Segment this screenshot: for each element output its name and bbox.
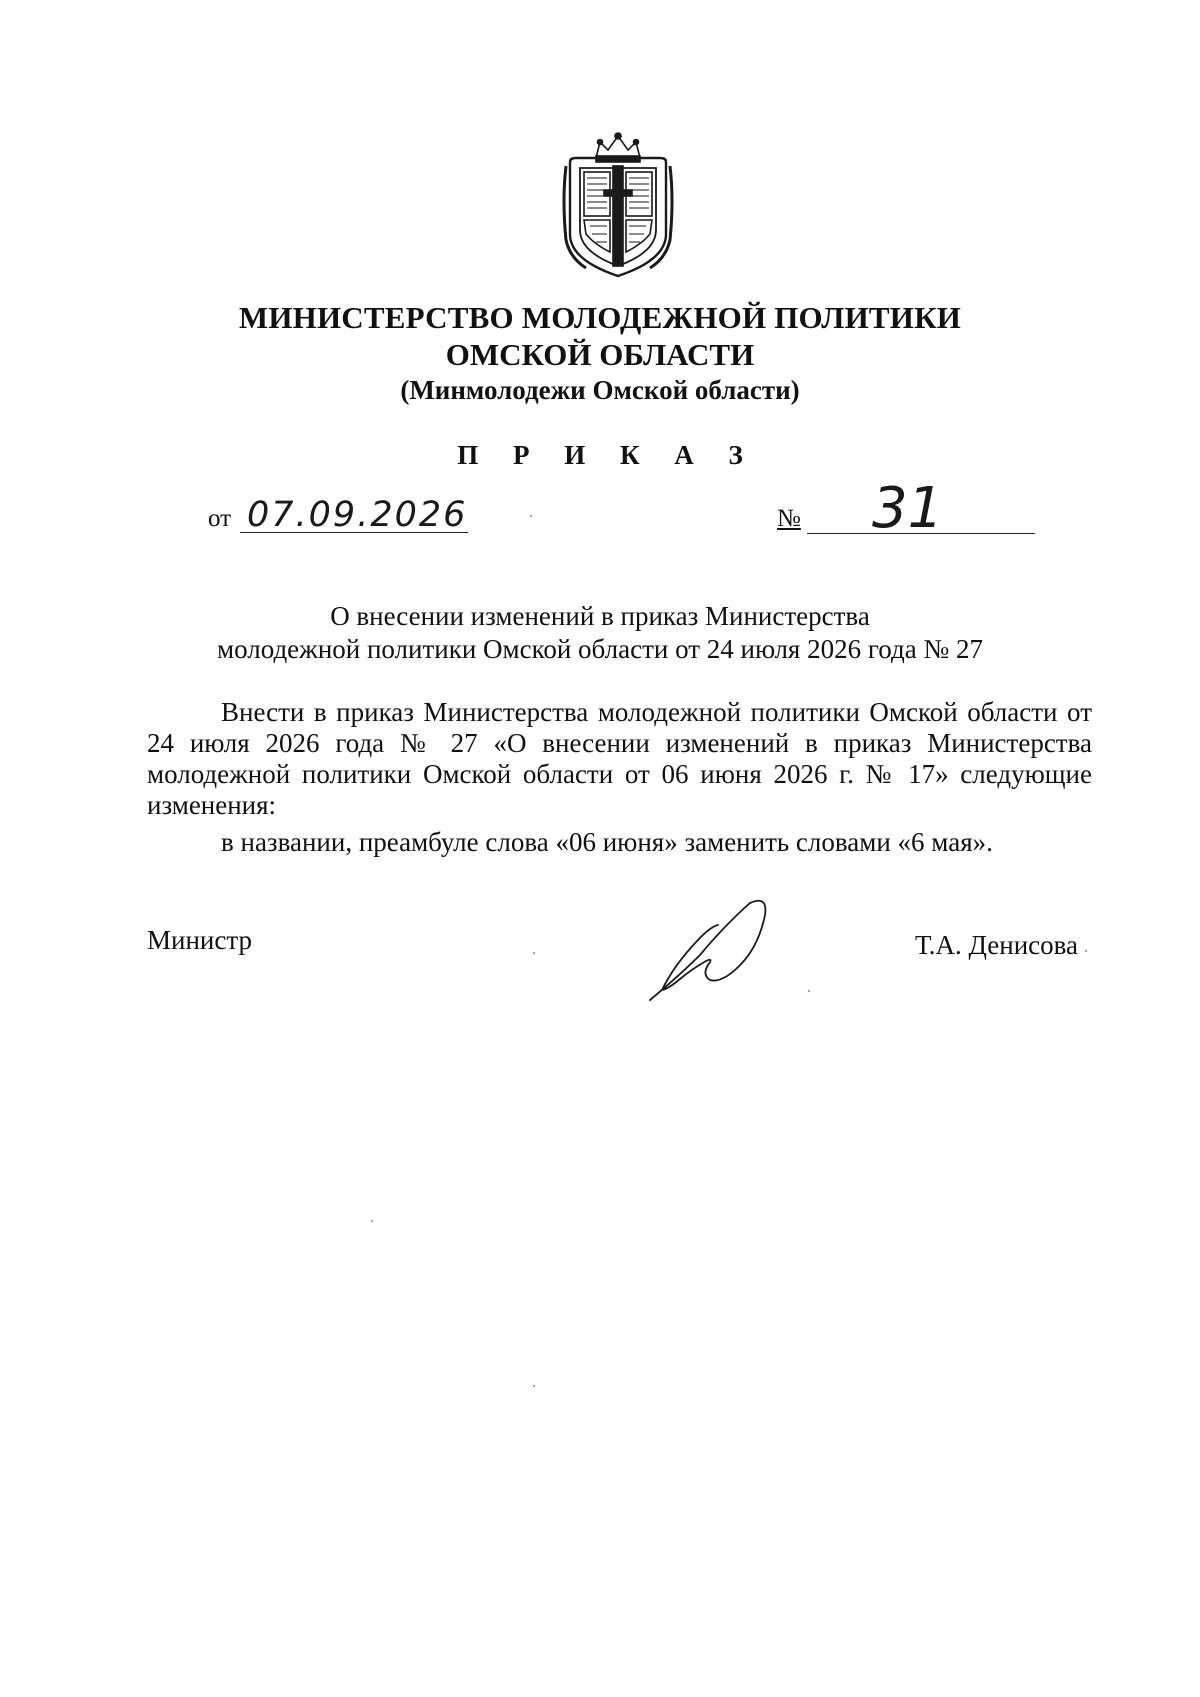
signatory-name: Т.А. Денисова	[915, 930, 1079, 960]
subject-line2: молодежной политики Омской области от 24 июля 2026 года № 27	[217, 634, 983, 664]
body-paragraph-change: в названии, преамбуле слова «06 июня» заменить словами «6 мая».	[221, 827, 993, 857]
scan-speck	[1085, 950, 1087, 952]
handwritten-signature	[640, 895, 790, 1005]
ministry-name-line2: ОМСКОЙ ОБЛАСТИ	[445, 337, 755, 372]
date-prefix: от	[208, 505, 232, 532]
scan-speck	[533, 1385, 535, 1387]
scan-speck	[808, 990, 810, 992]
ministry-name-line1: МИНИСТЕРСТВО МОЛОДЕЖНОЙ ПОЛИТИКИ	[238, 300, 962, 335]
order-date: 07.09.2026	[247, 495, 468, 535]
scan-speck	[530, 515, 532, 517]
body-paragraph: Внести в приказ Министерства молодежной политики Омской области от 24 июля 2026 года № 27 «О внесении изменений в приказ Министерства молодежной политики Омской области от 06 июня 2026 г. № 17» следующие изменения:	[147, 697, 1092, 820]
scan-speck	[371, 1220, 373, 1222]
coat-of-arms-emblem	[556, 130, 680, 280]
number-prefix: №	[777, 505, 801, 532]
subject-line1: О внесении изменений в приказ Министерства	[330, 601, 870, 631]
order-number: 31	[872, 476, 944, 541]
order-title: П Р И К А З	[457, 440, 757, 470]
ministry-short-name: (Минмолодежи Омской области)	[400, 375, 800, 405]
signatory-title: Министр	[147, 925, 252, 955]
scan-speck	[533, 952, 535, 954]
